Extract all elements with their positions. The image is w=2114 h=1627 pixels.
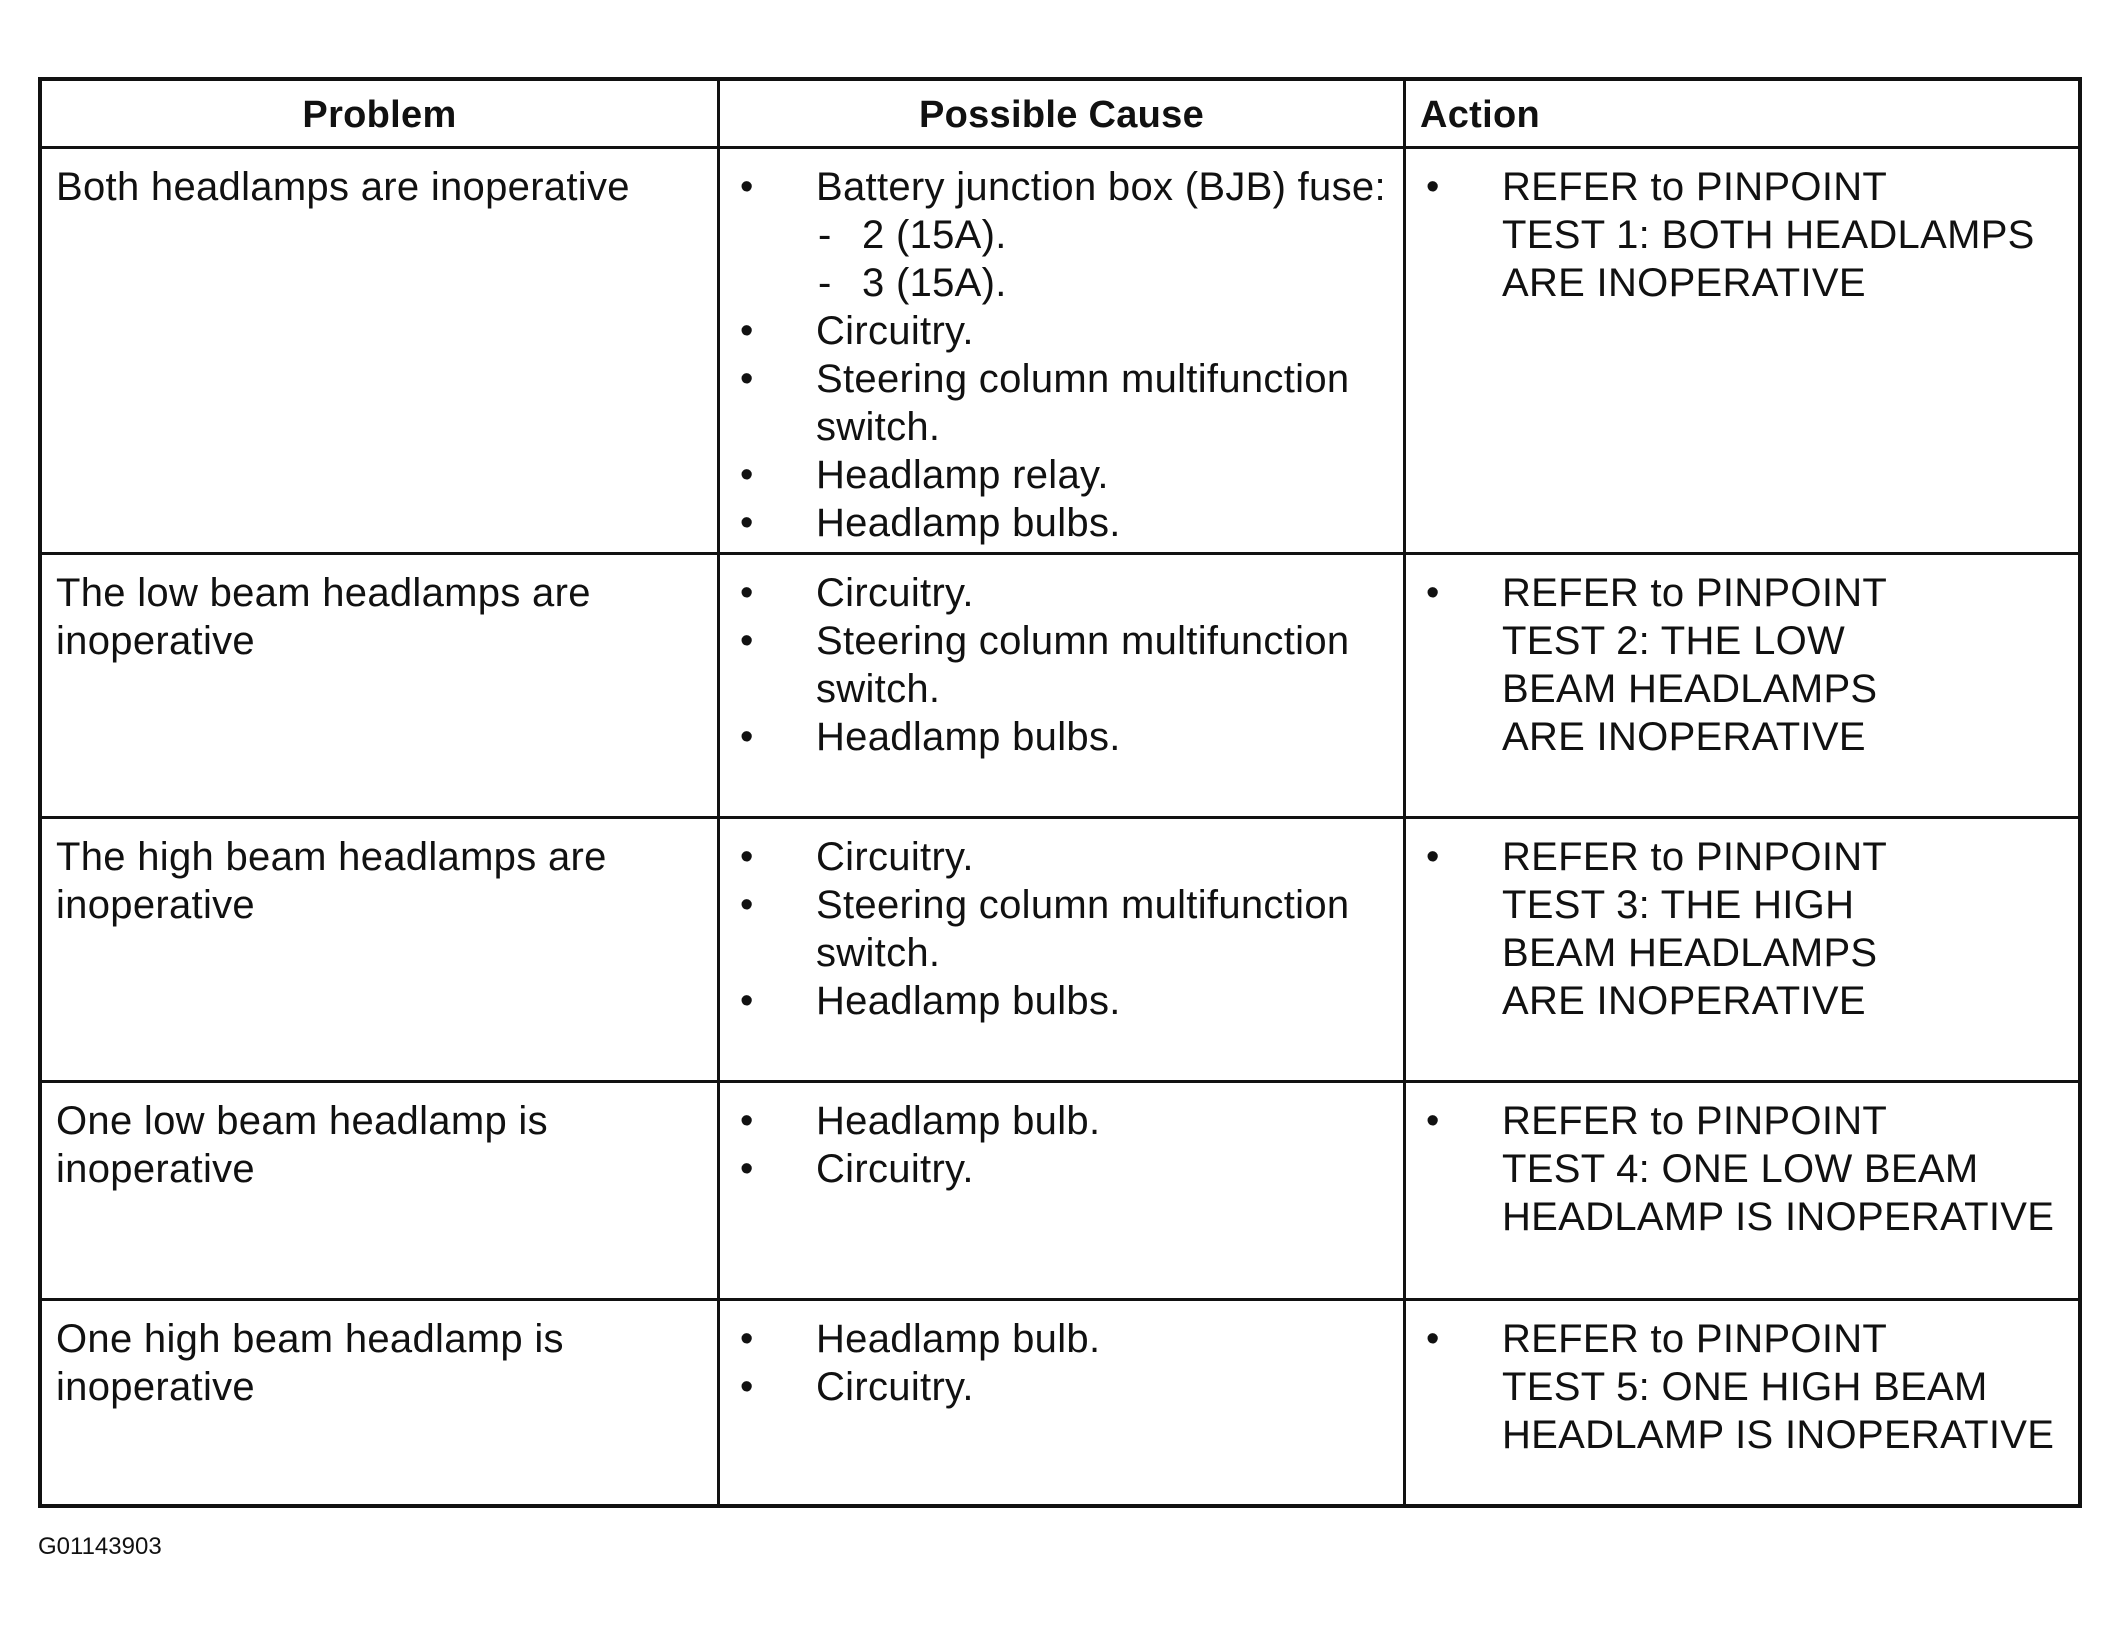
cause-list [734, 1097, 1389, 1193]
cause-text: Headlamp relay. [816, 453, 1109, 497]
cause-text: Circuitry. [816, 309, 974, 353]
cause-item [734, 713, 1389, 761]
possible-cause-cell [720, 819, 1406, 1083]
header-problem: Problem [42, 81, 720, 149]
cause-item [734, 1097, 1389, 1145]
cause-item [734, 833, 1389, 881]
cause-text: Steering column multifunction switch. [816, 357, 1350, 449]
cause-item [734, 569, 1389, 617]
action-cell [1406, 149, 2078, 555]
fuse-subitem: - 3 (15A). [816, 259, 1389, 307]
action-cell [1406, 1301, 2078, 1504]
cause-item [734, 617, 1389, 713]
cause-item [734, 1145, 1389, 1193]
cause-text: Headlamp bulb. [816, 1317, 1101, 1361]
cause-text: Steering column multifunction switch. [816, 619, 1350, 711]
possible-cause-cell [720, 555, 1406, 819]
action-item: • REFER to PINPOINT TEST 2: THE LOW BEAM HEADLAMPS ARE INOPERATIVE [1420, 569, 2064, 761]
action-list [1420, 833, 2064, 1025]
cause-list [734, 1315, 1389, 1411]
cause-text: Headlamp bulb. [816, 1099, 1101, 1143]
possible-cause-cell [720, 1083, 1406, 1301]
cause-list [734, 569, 1389, 761]
cause-item [734, 881, 1389, 977]
diagnosis-table [38, 77, 2082, 1508]
action-cell [1406, 1083, 2078, 1301]
cause-item [734, 307, 1389, 355]
possible-cause-cell [720, 1301, 1406, 1504]
cause-item [734, 163, 1389, 307]
action-list [1420, 1097, 2064, 1241]
cause-item [734, 977, 1389, 1025]
cause-text: Battery junction box (BJB) fuse: [816, 165, 1386, 209]
header-possible-cause: Possible Cause [720, 81, 1406, 149]
fuse-sublist [816, 211, 1389, 307]
cause-text: Headlamp bulbs. [816, 715, 1121, 759]
problem-cell: The low beam headlamps are inoperative [42, 555, 720, 819]
problem-cell: The high beam headlamps are inoperative [42, 819, 720, 1083]
action-item: • REFER to PINPOINT TEST 5: ONE HIGH BEAM HEADLAMP IS INOPERATIVE [1420, 1315, 2064, 1459]
action-item: • REFER to PINPOINT TEST 4: ONE LOW BEAM HEADLAMP IS INOPERATIVE [1420, 1097, 2064, 1241]
fuse-subitem: - 2 (15A). [816, 211, 1389, 259]
cause-list [734, 833, 1389, 1025]
action-cell [1406, 555, 2078, 819]
action-list [1420, 1315, 2064, 1459]
cause-item [734, 1363, 1389, 1411]
problem-cell: Both headlamps are inoperative [42, 149, 720, 555]
possible-cause-cell [720, 149, 1406, 555]
cause-text: Circuitry. [816, 835, 974, 879]
action-cell [1406, 819, 2078, 1083]
cause-text: Circuitry. [816, 1147, 974, 1191]
figure-id: G01143903 [38, 1533, 162, 1560]
cause-item [734, 499, 1389, 547]
cause-text: Steering column multifunction switch. [816, 883, 1350, 975]
cause-list [734, 163, 1389, 547]
cause-item [734, 355, 1389, 451]
action-list [1420, 163, 2064, 307]
cause-item [734, 451, 1389, 499]
cause-text: Headlamp bulbs. [816, 501, 1121, 545]
problem-cell: One low beam headlamp is inoperative [42, 1083, 720, 1301]
cause-text: Circuitry. [816, 571, 974, 615]
header-action: Action [1406, 81, 2078, 149]
action-list [1420, 569, 2064, 761]
action-item: • REFER to PINPOINT TEST 3: THE HIGH BEAM HEADLAMPS ARE INOPERATIVE [1420, 833, 2064, 1025]
problem-cell: One high beam headlamp is inoperative [42, 1301, 720, 1504]
cause-text: Headlamp bulbs. [816, 979, 1121, 1023]
action-item: • REFER to PINPOINT TEST 1: BOTH HEADLAMPS ARE INOPERATIVE [1420, 163, 2064, 307]
cause-text: Circuitry. [816, 1365, 974, 1409]
cause-item [734, 1315, 1389, 1363]
